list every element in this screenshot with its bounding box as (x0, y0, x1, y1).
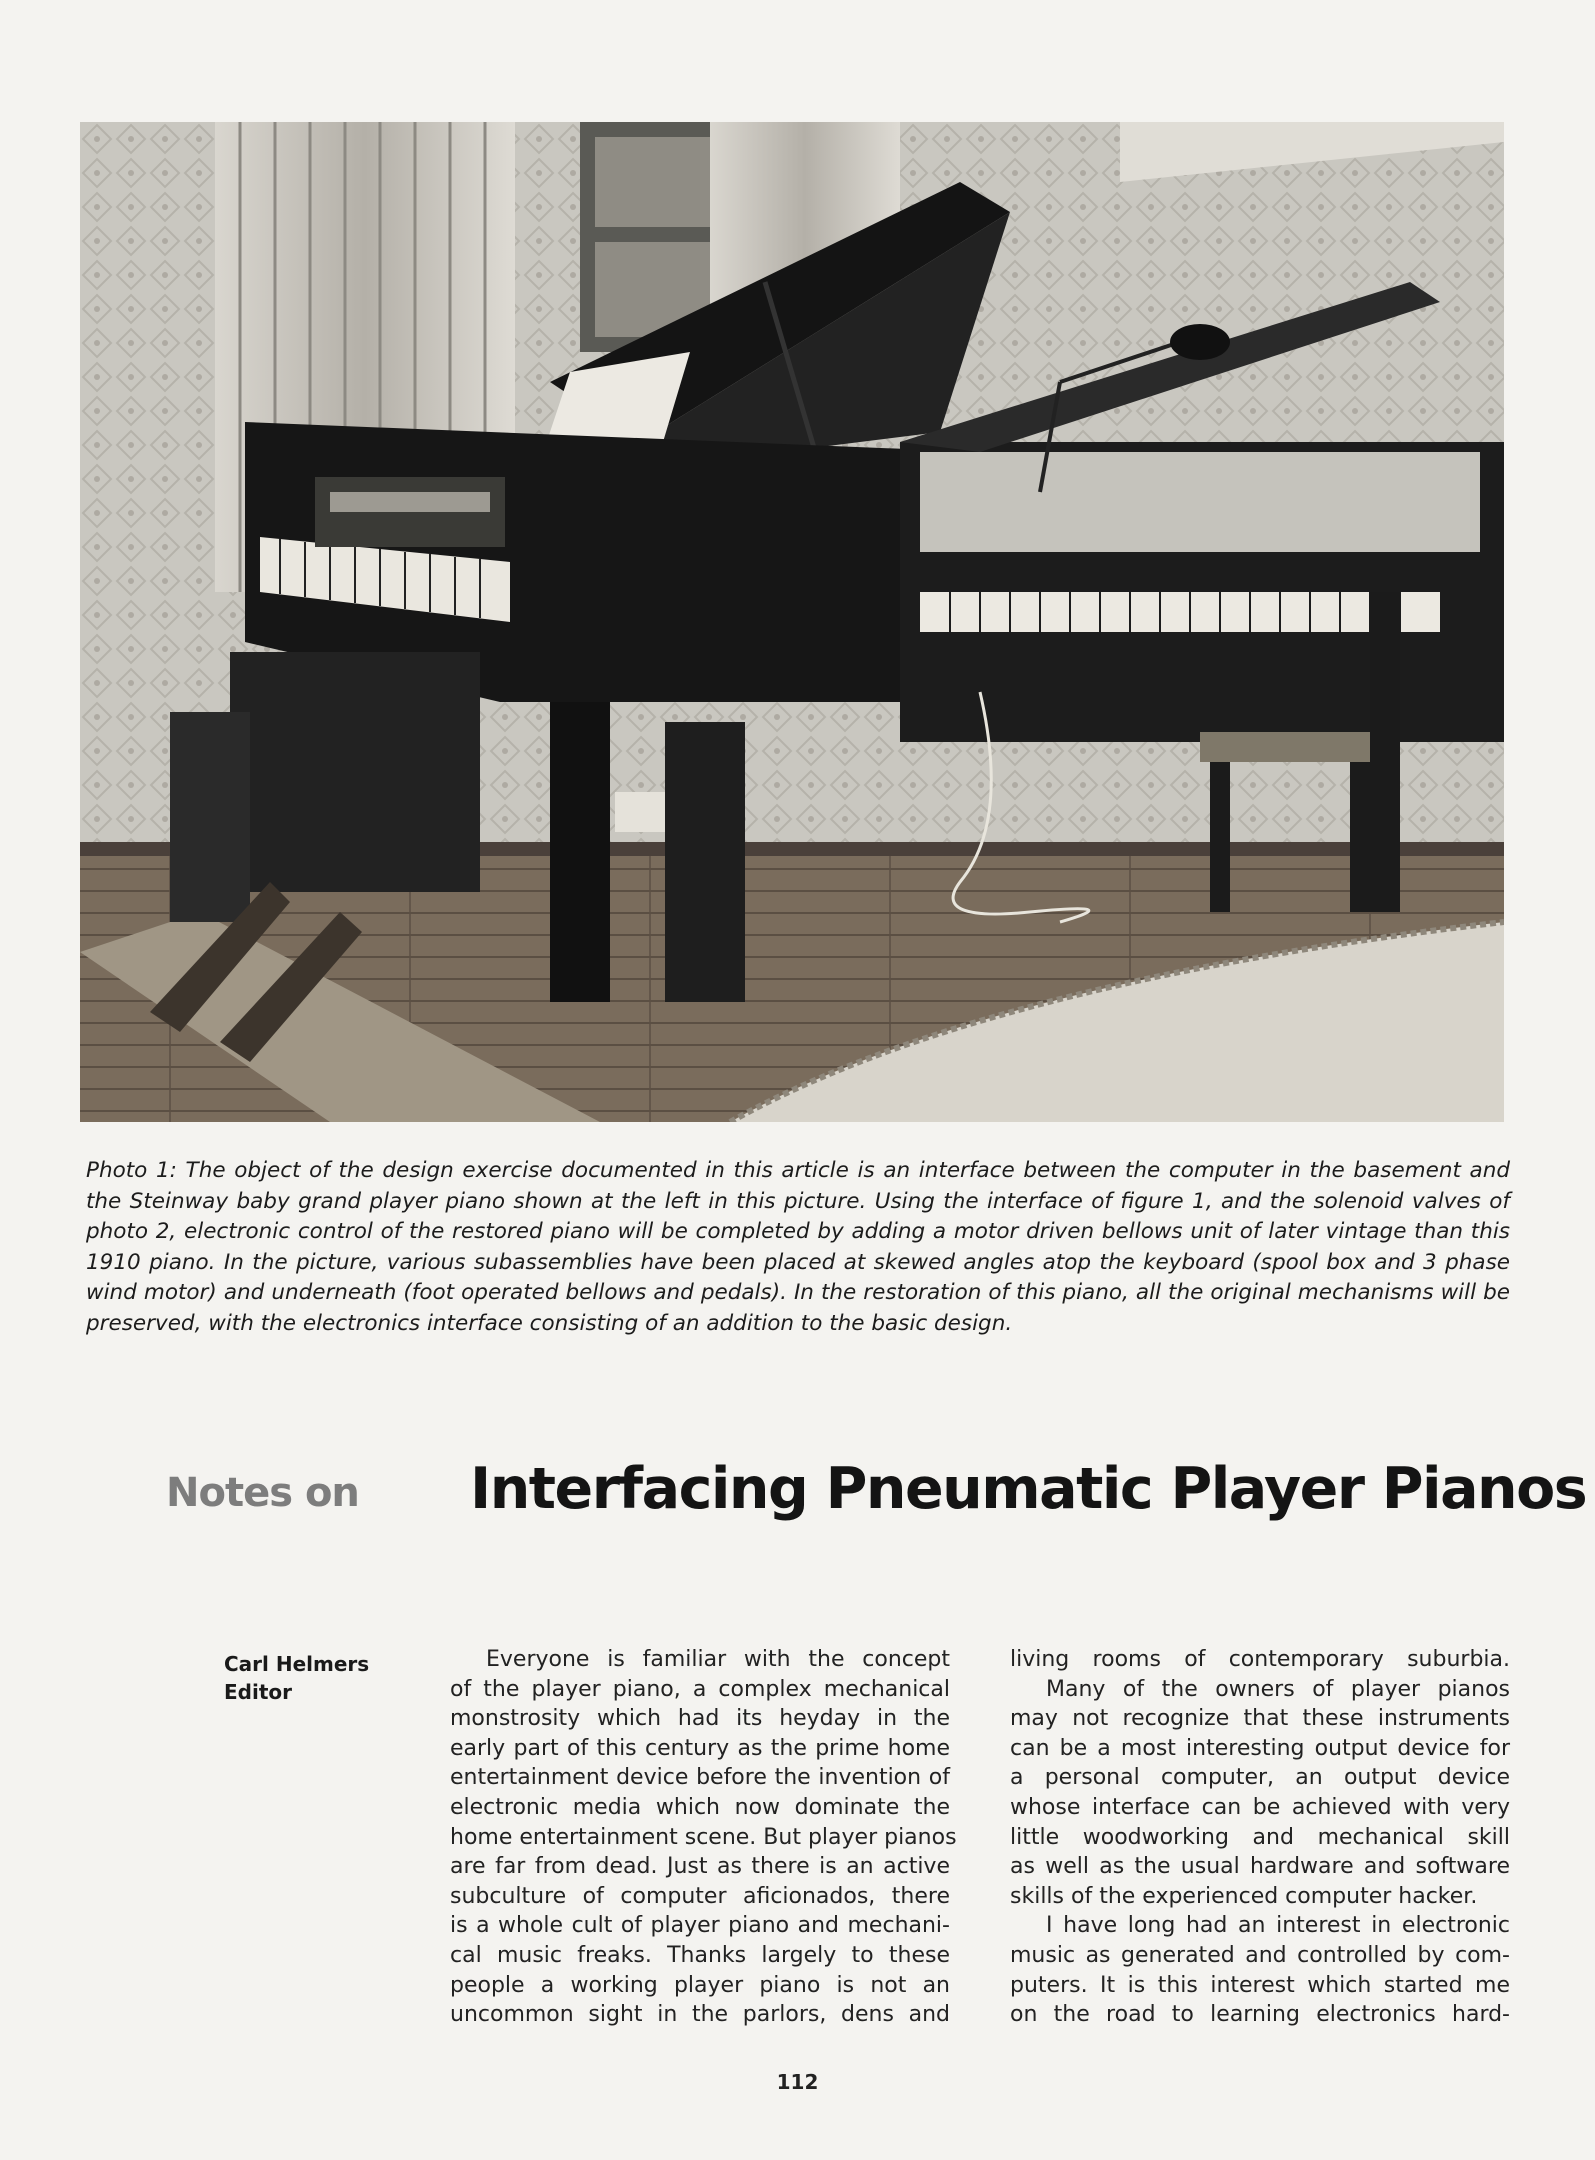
body-line: are far from dead. Just as there is an active (450, 1854, 950, 1880)
body-line: uncommon sight in the parlors, dens and (450, 2002, 950, 2028)
page-number: 112 (776, 2070, 819, 2094)
body-line: Many of the owners of player pianos (1046, 1676, 1510, 1702)
body-column-2 (1010, 1645, 1510, 2030)
body-line: home entertainment scene. But player pianos (450, 1824, 957, 1850)
piano-photo (80, 122, 1504, 1122)
body-line: may not recognize that these instruments (1010, 1706, 1510, 1732)
body-line: entertainment device before the invention of (450, 1765, 950, 1791)
body-line: music as generated and controlled by com- (1010, 1942, 1510, 1968)
body-line: cal music freaks. Thanks largely to these (450, 1942, 950, 1968)
caption-text: Photo 1: The object of the design exercise documented in this article is an interface between the computer in the basement and the Steinway baby grand player piano shown at the left in this picture. Using the interface of figure 1, and the solenoid valves of photo 2, electronic control of the restored piano will be completed by adding a motor driven bellows unit of later vintage than this 1910 piano. In the picture, various subassemblies have been placed at skewed angles atop the keyboard (spool box and 3 phase wind motor) and underneath (foot operated bellows and pedals). In the restoration of this piano, all the original mechanisms will be preserved, with the electronics interface consisting of an addition to the basic design. (86, 1158, 1510, 1336)
body-line: puters. It is this interest which started me (1010, 1972, 1510, 1998)
body-line: little woodworking and mechanical skill (1010, 1824, 1510, 1850)
body-line: electronic media which now dominate the (450, 1794, 950, 1820)
body-line: living rooms of contemporary suburbia. (1010, 1647, 1510, 1672)
body-line: Everyone is familiar with the concept (486, 1647, 950, 1672)
body-line: as well as the usual hardware and software (1010, 1854, 1510, 1880)
body-line: early part of this century as the prime home (450, 1735, 950, 1761)
title-prefix: Notes on (166, 1470, 359, 1516)
title-main: Interfacing Pneumatic Player Pianos (470, 1456, 1587, 1522)
body-line: can be a most interesting output device for (1010, 1735, 1510, 1761)
body-line: is a whole cult of player piano and mechani- (450, 1913, 950, 1939)
body-line: monstrosity which had its heyday in the (450, 1706, 950, 1732)
body-line: whose interface can be achieved with very (1010, 1794, 1510, 1820)
body-line: on the road to learning electronics hard- (1010, 2002, 1510, 2028)
byline (224, 1650, 369, 1706)
author-name: Carl Helmers (224, 1652, 370, 1676)
body-column-1 (450, 1645, 957, 2030)
body-line: subculture of computer aficionados, there (450, 1883, 950, 1909)
article-title (0, 1456, 1595, 1540)
body-line: skills of the experienced computer hacker. (1010, 1883, 1478, 1909)
body-line: I have long had an interest in electronic (1046, 1913, 1510, 1939)
photo-caption (86, 1156, 1510, 1339)
body-line: of the player piano, a complex mechanical (450, 1676, 950, 1702)
author-role: Editor (224, 1680, 292, 1704)
body-line: people a working player piano is not an (450, 1972, 950, 1998)
body-line: a personal computer, an output device (1010, 1765, 1510, 1791)
